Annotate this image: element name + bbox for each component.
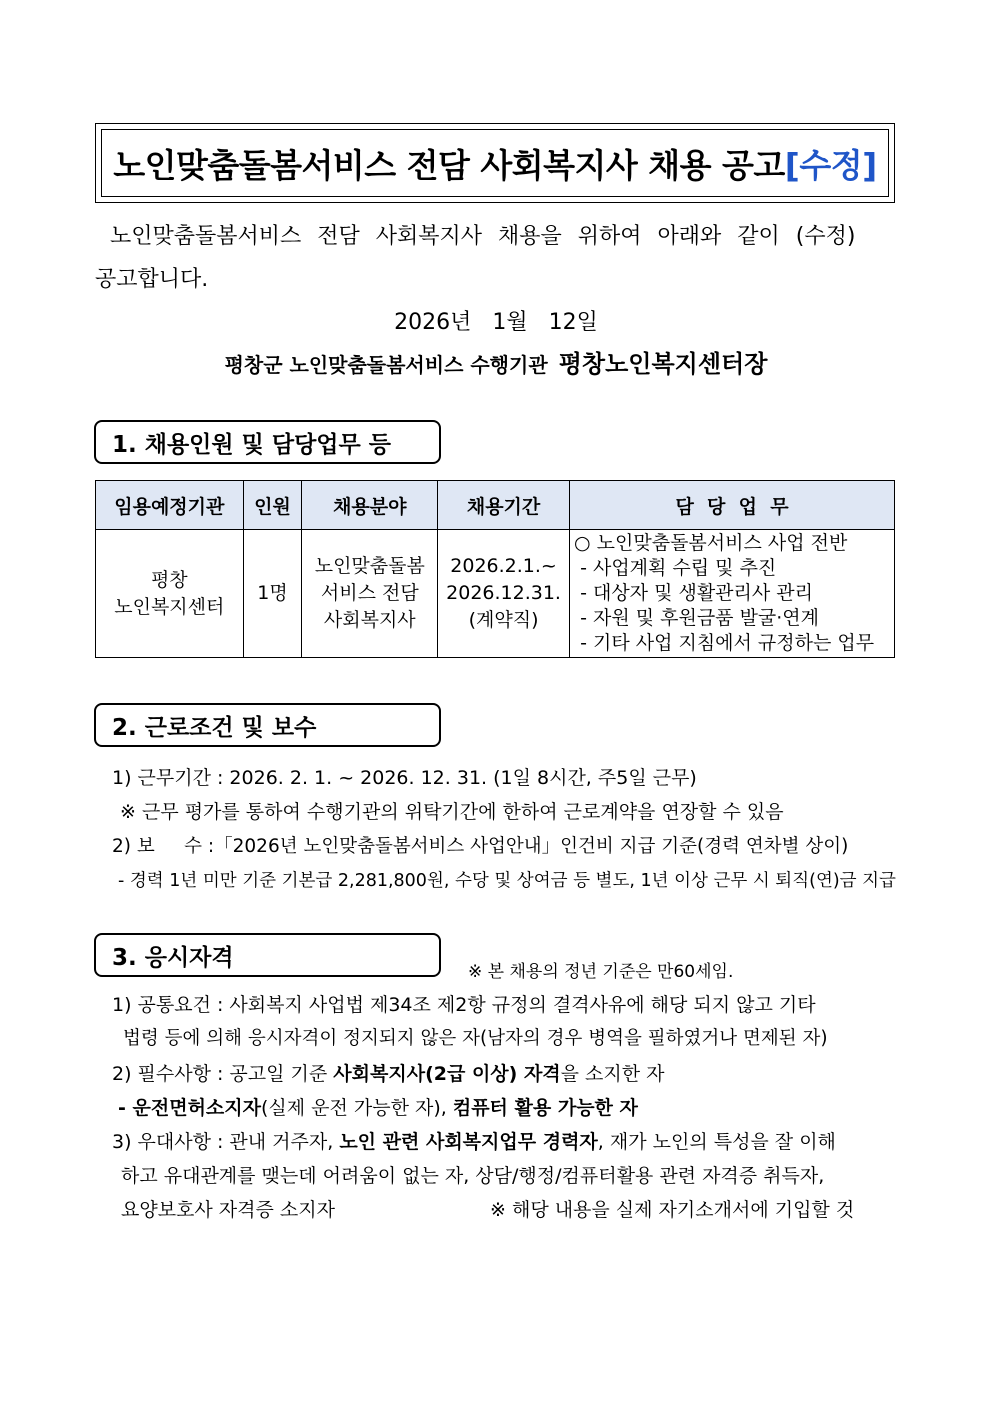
driver-license-detail: (실제 운전 가능한 자),	[260, 1097, 453, 1119]
org-line: 평창	[150, 568, 188, 591]
period-line: (계약직)	[468, 609, 539, 631]
duty-line: - 자원 및 후원금품 발굴·연계	[574, 607, 820, 629]
preferred-line-2: 하고 유대관계를 맺는데 어려움이 없는 자, 상담/행정/컴퓨터활용 관련 자격증 취득자,	[121, 1165, 825, 1187]
duty-line: - 대상자 및 생활관리사 관리	[574, 582, 813, 604]
preferred-suffix: , 재가 노인의 특성을 잘 이해	[597, 1131, 836, 1153]
recruit-table	[95, 480, 895, 658]
age-limit-note: ※ 본 채용의 정년 기준은 만60세임.	[468, 962, 734, 982]
cell-org	[96, 530, 244, 658]
org-line: 노인복지센터	[114, 595, 225, 618]
required-qualification	[112, 1059, 665, 1086]
duty-line: ○ 노인맞춤돌봄서비스 사업 전반	[574, 532, 848, 554]
intro-line-1: 노인맞춤돌봄서비스 전담 사회복지사 채용을 위하여 아래와 같이 (수정)	[110, 224, 856, 249]
cell-field	[302, 530, 438, 658]
required-prefix: 2) 필수사항 : 공고일 기준	[112, 1063, 334, 1085]
issuer-prefix: 평창군 노인맞춤돌봄서비스 수행기관	[224, 353, 548, 377]
contract-note: ※ 근무 평가를 통하여 수행기관의 위탁기간에 한하여 근로계약을 연장할 수 있음	[120, 801, 784, 823]
computer-skill: 컴퓨터 활용 가능한 자	[452, 1097, 638, 1119]
section-3-heading: 3. 응시자격	[94, 933, 441, 977]
table-header-row	[96, 481, 895, 530]
page-title	[101, 129, 889, 197]
table-row	[96, 530, 895, 658]
preferred-qualification	[112, 1127, 836, 1154]
header-duties: 담 당 업 무	[570, 481, 895, 530]
preferred-prefix: 3) 우대사항 : 관내 거주자,	[112, 1131, 340, 1153]
required-license: 사회복지사(2급 이상) 자격	[333, 1063, 561, 1085]
cell-duties	[570, 530, 895, 658]
preferred-experience: 노인 관련 사회복지업무 경력자	[339, 1131, 598, 1153]
driver-license: - 운전면허소지자	[118, 1097, 261, 1119]
salary-detail: - 경력 1년 미만 기준 기본급 2,281,800원, 수당 및 상여금 등 별도, 1년 이상 근무 시 퇴직(연)금 지급	[118, 871, 896, 891]
duty-line: - 기타 사업 지침에서 규정하는 업무	[574, 632, 875, 654]
period-line: 2026.12.31.	[446, 582, 561, 604]
field-line: 사회복지사	[323, 609, 416, 631]
common-requirement-cont: 법령 등에 의해 응시자격이 정지되지 않은 자(남자의 경우 병역을 필하였거나 면제된 자)	[123, 1028, 828, 1049]
header-count: 인원	[243, 481, 302, 530]
header-field: 채용분야	[302, 481, 438, 530]
section-2-heading: 2. 근로조건 및 보수	[94, 703, 441, 747]
issuer	[0, 344, 992, 379]
header-period: 채용기간	[438, 481, 570, 530]
field-line: 노인맞춤돌봄	[314, 555, 425, 577]
required-extra	[118, 1093, 638, 1120]
self-intro-note: ※ 해당 내용을 실제 자기소개서에 기입할 것	[490, 1199, 855, 1221]
intro-line-2: 공고합니다.	[95, 267, 209, 292]
title-main: 노인맞춤돌봄서비스 전담 사회복지사 채용 공고	[113, 145, 785, 185]
preferred-line-3: 요양보호사 자격증 소지자	[121, 1199, 335, 1221]
salary: 2) 보 수 :「2026년 노인맞춤돌봄서비스 사업안내」인건비 지급 기준(경력 연차별 상이)	[112, 836, 849, 857]
cell-count: 1명	[243, 530, 302, 658]
common-requirement: 1) 공통요건 : 사회복지 사업법 제34조 제2항 규정의 결격사유에 해당 되지 않고 기타	[112, 994, 816, 1016]
title-box	[95, 123, 895, 203]
cell-period	[438, 530, 570, 658]
notice-date: 2026년 1월 12일	[394, 310, 598, 335]
duty-line: - 사업계획 수립 및 추진	[574, 557, 777, 579]
field-line: 서비스 전담	[320, 582, 419, 604]
section-1-heading: 1. 채용인원 및 담당업무 등	[94, 420, 441, 464]
issuer-name: 평창노인복지센터장	[558, 350, 768, 378]
header-org: 임용예정기관	[96, 481, 244, 530]
work-period: 1) 근무기간 : 2026. 2. 1. ~ 2026. 12. 31. (1일 8시간, 주5일 근무)	[112, 767, 697, 789]
required-suffix: 을 소지한 자	[560, 1063, 665, 1085]
title-suffix: [수정]	[784, 145, 877, 185]
period-line: 2026.2.1.~	[450, 555, 557, 577]
